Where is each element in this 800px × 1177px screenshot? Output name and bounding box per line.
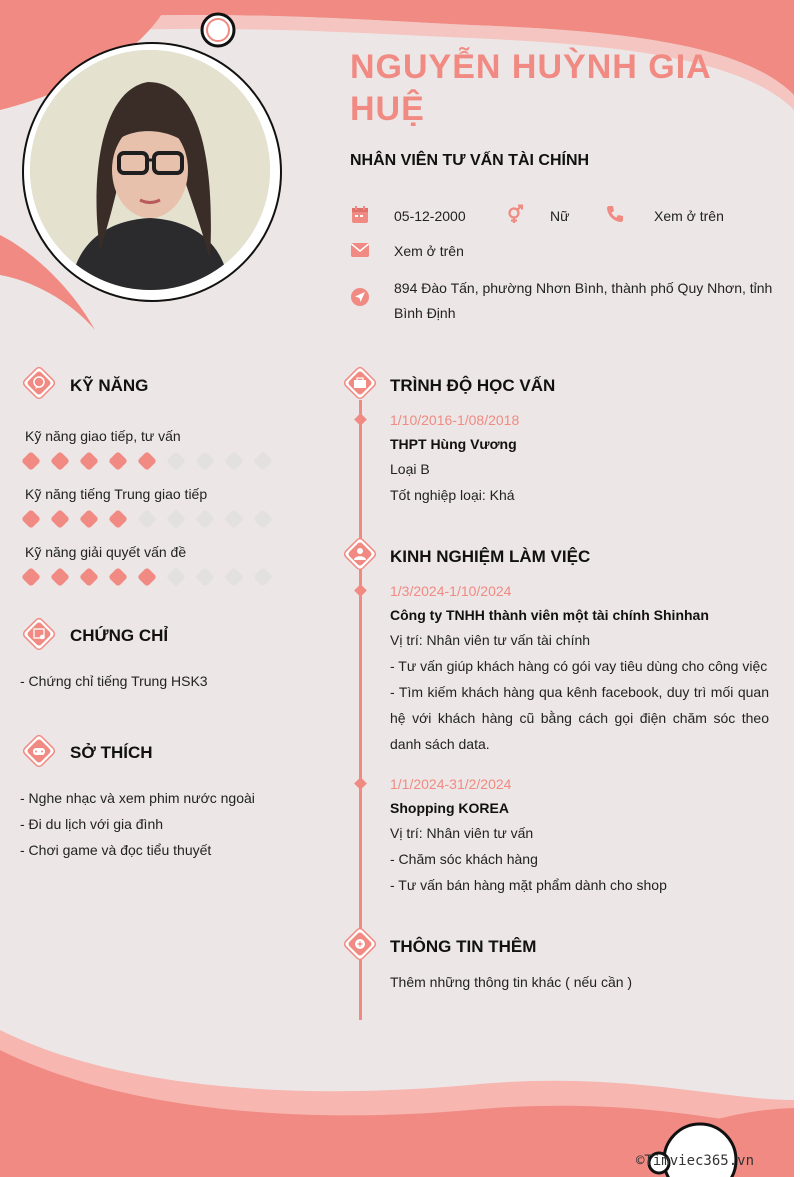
job-title: NHÂN VIÊN TƯ VẤN TÀI CHÍNH — [350, 152, 590, 169]
skill-diamond — [137, 509, 157, 529]
extra-title: THÔNG TIN THÊM — [390, 937, 537, 956]
hobbies-title: SỞ THÍCH — [70, 743, 153, 762]
job-date: 1/1/2024-31/2/2024 — [390, 776, 512, 792]
job-duties: - Tư vấn giúp khách hàng có gói vay tiêu dùng cho công việc - Tìm kiếm khách hàng qua kênh facebook, duy trì mối quan hệ với khách hàng cũ bằng cách gọi điện chăm sóc theo danh sách data. — [390, 658, 769, 752]
gender-value: Nữ — [550, 208, 570, 224]
skill-diamond — [108, 567, 128, 587]
education-date: 1/10/2016-1/08/2018 — [390, 412, 520, 428]
education-detail: Loại B — [390, 461, 430, 477]
job-date: 1/3/2024-1/10/2024 — [390, 583, 512, 599]
hobby-item: - Chơi game và đọc tiểu thuyết — [20, 842, 212, 858]
skill-label: Kỹ năng giải quyết vấn đề — [25, 544, 187, 560]
skill-rating — [20, 449, 281, 478]
skill-label: Kỹ năng tiếng Trung giao tiếp — [25, 486, 208, 502]
extra-info-icon — [343, 927, 377, 961]
skill-diamond — [224, 567, 244, 587]
skills-title: KỸ NĂNG — [70, 376, 149, 395]
skill-label: Kỹ năng giao tiếp, tư vấn — [25, 428, 181, 444]
experience-icon — [343, 537, 377, 571]
skill-diamond — [79, 509, 99, 529]
location-icon — [350, 287, 370, 307]
skill-diamond — [166, 451, 186, 471]
skill-diamond — [195, 567, 215, 587]
mail-icon — [350, 240, 370, 260]
birthdate-value: 05-12-2000 — [394, 208, 466, 224]
skill-diamond — [50, 451, 70, 471]
certificate-icon — [22, 617, 56, 651]
hobby-item: - Nghe nhạc và xem phim nước ngoài — [20, 790, 255, 806]
skill-diamond — [253, 509, 273, 529]
school-name: THPT Hùng Vương — [390, 436, 517, 452]
education-title: TRÌNH ĐỘ HỌC VẤN — [390, 376, 556, 395]
job-position: Vị trí: Nhân viên tư vấn — [390, 825, 534, 841]
skill-diamond — [21, 509, 41, 529]
decor-circle-icon — [198, 10, 238, 50]
candidate-name: NGUYỄN HUỲNH GIA HUỆ — [350, 48, 711, 128]
skill-diamond — [166, 567, 186, 587]
calendar-icon — [350, 205, 370, 225]
hobby-icon — [22, 734, 56, 768]
skill-diamond — [224, 451, 244, 471]
skill-diamond — [137, 451, 157, 471]
skill-diamond — [166, 509, 186, 529]
skills-icon — [22, 366, 56, 400]
phone-value: Xem ở trên — [654, 208, 724, 224]
skill-diamond — [21, 451, 41, 471]
skill-diamond — [50, 509, 70, 529]
skill-diamond — [79, 567, 99, 587]
skill-rating — [20, 507, 281, 536]
skill-rating — [20, 565, 281, 594]
avatar — [30, 50, 270, 290]
gender-icon — [505, 204, 525, 224]
education-icon — [343, 366, 377, 400]
job-duties: - Chăm sóc khách hàng - Tư vấn bán hàng mặt phẩm dành cho shop — [390, 851, 667, 893]
hobby-item: - Đi du lịch với gia đình — [20, 816, 164, 832]
extra-text: Thêm những thông tin khác ( nếu cần ) — [390, 974, 633, 990]
company-name: Shopping KOREA — [390, 800, 509, 816]
skill-diamond — [79, 451, 99, 471]
address-value: 894 Đào Tấn, phường Nhơn Bình, thành phố Quy Nhơn, tỉnh Bình Định — [394, 280, 773, 321]
skill-diamond — [253, 451, 273, 471]
job-position: Vị trí: Nhân viên tư vấn tài chính — [390, 632, 591, 648]
skill-diamond — [108, 451, 128, 471]
company-name: Công ty TNHH thành viên một tài chính Shinhan — [390, 607, 709, 623]
experience-title: KINH NGHIỆM LÀM VIỆC — [390, 547, 591, 566]
skill-diamond — [108, 509, 128, 529]
certificates-title: CHỨNG CHỈ — [70, 626, 169, 645]
skill-diamond — [50, 567, 70, 587]
skill-diamond — [253, 567, 273, 587]
certificate-item: - Chứng chỉ tiếng Trung HSK3 — [20, 673, 208, 689]
skill-diamond — [224, 509, 244, 529]
email-value: Xem ở trên — [394, 243, 464, 259]
skill-diamond — [21, 567, 41, 587]
education-detail: Tốt nghiệp loại: Khá — [390, 487, 515, 503]
phone-icon — [605, 204, 625, 224]
skill-diamond — [195, 451, 215, 471]
watermark: ©Timviec365.vn — [636, 1153, 755, 1169]
skill-diamond — [137, 567, 157, 587]
skill-diamond — [195, 509, 215, 529]
